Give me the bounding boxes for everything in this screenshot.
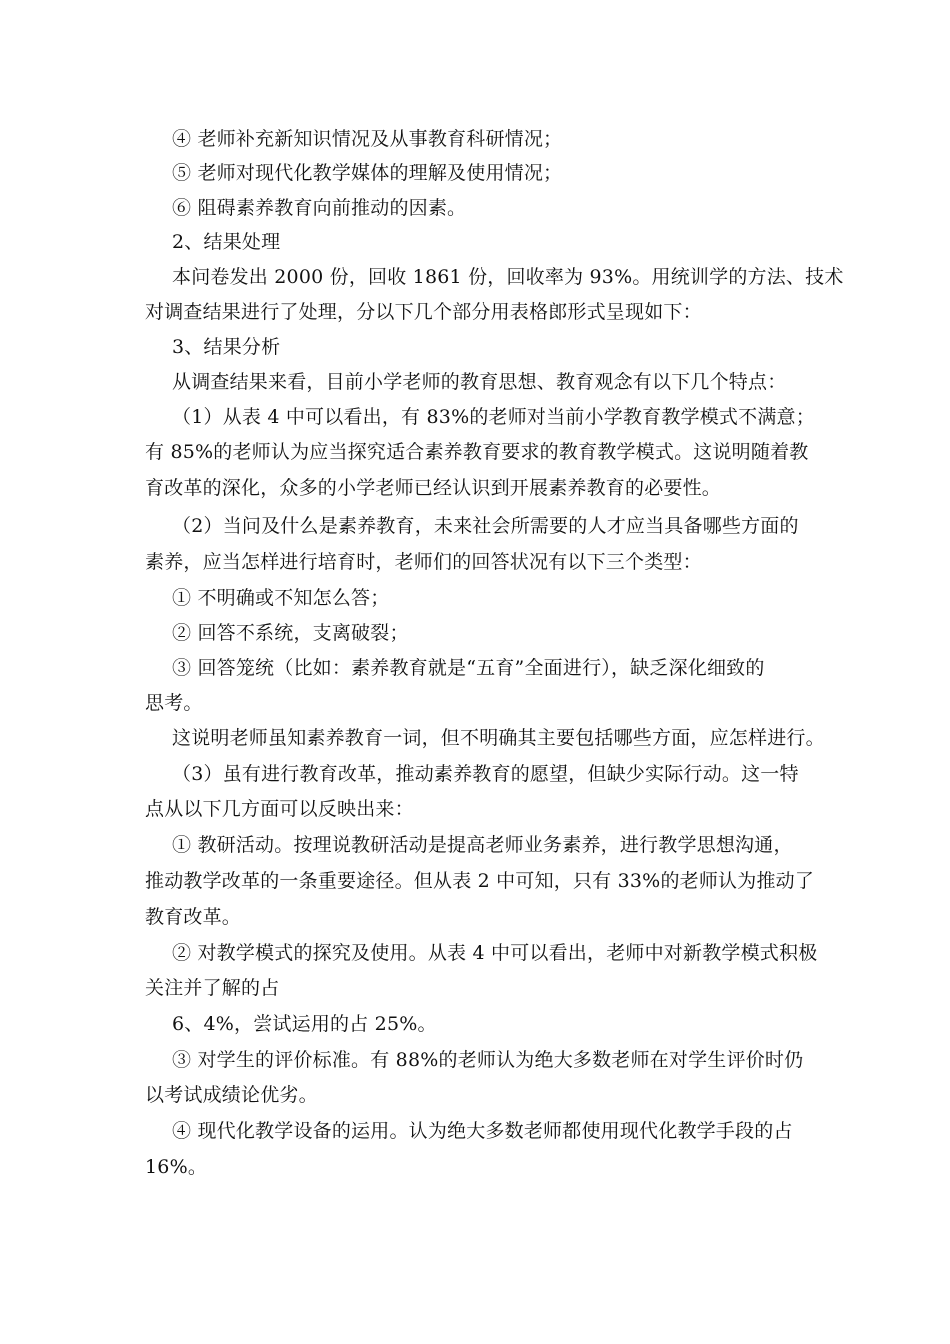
text-line: ④ 老师补充新知识情况及从事教育科研情况； — [172, 128, 563, 150]
text-line: （3）虽有进行教育改革，推动素养教育的愿望，但缺少实际行动。这一特 — [172, 763, 799, 785]
text-line: 本问卷发出 2000 份，回收 1861 份，回收率为 93%。用统训学的方法、技术 — [172, 266, 844, 288]
text-line: ② 对教学模式的探究及使用。从表 4 中可以看出，老师中对新教学模式积极 — [172, 942, 818, 964]
text-line: ④ 现代化教学设备的运用。认为绝大多数老师都使用现代化教学手段的占 — [172, 1120, 793, 1142]
text-line: 这说明老师虽知素养教育一词，但不明确其主要包括哪些方面，应怎样进行。 — [172, 727, 825, 749]
text-line: 思考。 — [145, 692, 203, 714]
text-line: 关注并了解的占 — [145, 977, 280, 999]
section-heading: 3、结果分析 — [172, 336, 281, 358]
text-line: 从调查结果来看，目前小学老师的教育思想、教育观念有以下几个特点： — [172, 371, 787, 393]
text-line: ③ 对学生的评价标准。有 88%的老师认为绝大多数老师在对学生评价时仍 — [172, 1049, 804, 1071]
text-line: 点从以下几方面可以反映出来： — [145, 798, 414, 820]
text-line: 以考试成绩论优劣。 — [145, 1084, 318, 1106]
text-line: ③ 回答笼统（比如：素养教育就是“五育”全面进行），缺乏深化细致的 — [172, 657, 765, 679]
text-line: （2）当问及什么是素养教育，未来社会所需要的人才应当具备哪些方面的 — [172, 515, 799, 537]
text-line: 6、4%，尝试运用的占 25%。 — [172, 1013, 437, 1035]
text-line: （1）从表 4 中可以看出，有 83%的老师对当前小学教育教学模式不满意； — [172, 406, 815, 428]
text-line: ② 回答不系统，支离破裂； — [172, 622, 409, 644]
text-line: ⑤ 老师对现代化教学媒体的理解及使用情况； — [172, 162, 563, 184]
text-line: ① 教研活动。按理说教研活动是提高老师业务素养，进行教学思想沟通， — [172, 834, 793, 856]
text-line: ① 不明确或不知怎么答； — [172, 587, 390, 609]
text-line: 对调查结果进行了处理，分以下几个部分用表格郎形式呈现如下： — [145, 301, 702, 323]
section-heading: 2、结果处理 — [172, 231, 281, 253]
text-line: 育改革的深化，众多的小学老师已经认识到开展素养教育的必要性。 — [145, 477, 722, 499]
text-line: 有 85%的老师认为应当探究适合素养教育要求的教育教学模式。这说明随着教 — [145, 441, 809, 463]
text-line: 教育改革。 — [145, 906, 242, 928]
text-line: 16%。 — [145, 1156, 208, 1178]
text-line: 素养，应当怎样进行培育时，老师们的回答状况有以下三个类型： — [145, 551, 702, 573]
text-line: ⑥ 阻碍素养教育向前推动的因素。 — [172, 197, 467, 219]
text-line: 推动教学改革的一条重要途径。但从表 2 中可知，只有 33%的老师认为推动了 — [145, 870, 815, 892]
